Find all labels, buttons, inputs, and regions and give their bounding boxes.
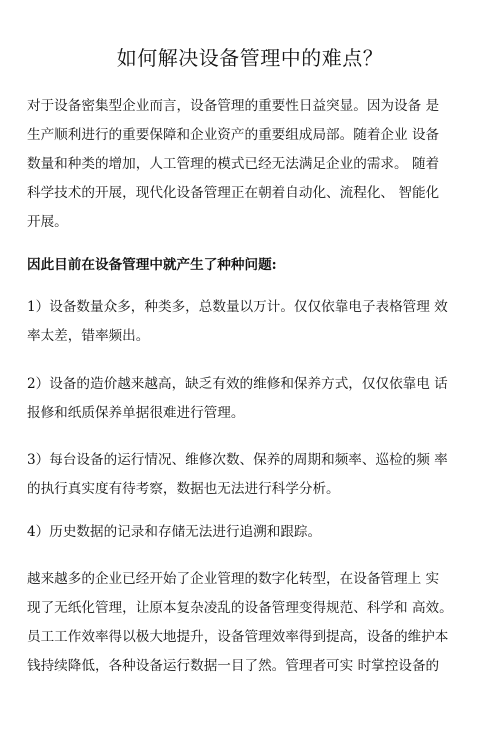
page-title: 如何解决设备管理中的难点？ (116, 46, 384, 70)
problem-2-line: 报修和纸质保养单据很难进行管理。 (27, 405, 245, 421)
intro-line: 科学技术的开展，现代化设备管理正在朝着自动化、流程化、 智能化 (27, 185, 440, 201)
problem-2-line: 2）设备的造价越来越高，缺乏有效的维修和保养方式，仅仅依靠电 话 (27, 376, 448, 392)
intro-line: 对于设备密集型企业而言，设备管理的重要性日益突显。因为设备 是 (27, 98, 440, 114)
problem-1-line: 率太差，错率频出。 (27, 328, 150, 344)
conclusion-line: 越来越多的企业已经开始了企业管理的数字化转型，在设备管理上 实 (27, 571, 440, 587)
problem-3-line: 3）每台设备的运行情况、维修次数、保养的周期和频率、巡检的频 率 (27, 452, 448, 468)
conclusion-line: 现了无纸化管理，让原本复杂凌乱的设备管理变得规范、科学和 高效。 (27, 600, 453, 616)
problem-1-line: 1）设备数量众多，种类多，总数量以万计。仅仅依靠电子表格管理 效 (27, 299, 448, 315)
problem-3-line: 的执行真实度有待考察，数据也无法进行科学分析。 (27, 481, 340, 497)
intro-line: 生产顺利进行的重要保障和企业资产的重要组成局部。随着企业 设备 (27, 127, 440, 143)
conclusion-line: 员工工作效率得以极大地提升，设备管理效率得到提高，设备的维护本 (27, 629, 449, 645)
problems-heading: 因此目前在设备管理中就产生了种种问题: (27, 257, 277, 273)
conclusion-line: 钱持续降低，各种设备运行数据一目了然。管理者可实 时掌控设备的 (27, 658, 440, 674)
intro-line: 数量和种类的增加，人工管理的模式已经无法满足企业的需求。 随着 (27, 156, 440, 172)
problem-4-line: 4）历史数据的记录和存储无法进行追溯和跟踪。 (27, 524, 322, 540)
intro-line: 开展。 (27, 214, 68, 230)
